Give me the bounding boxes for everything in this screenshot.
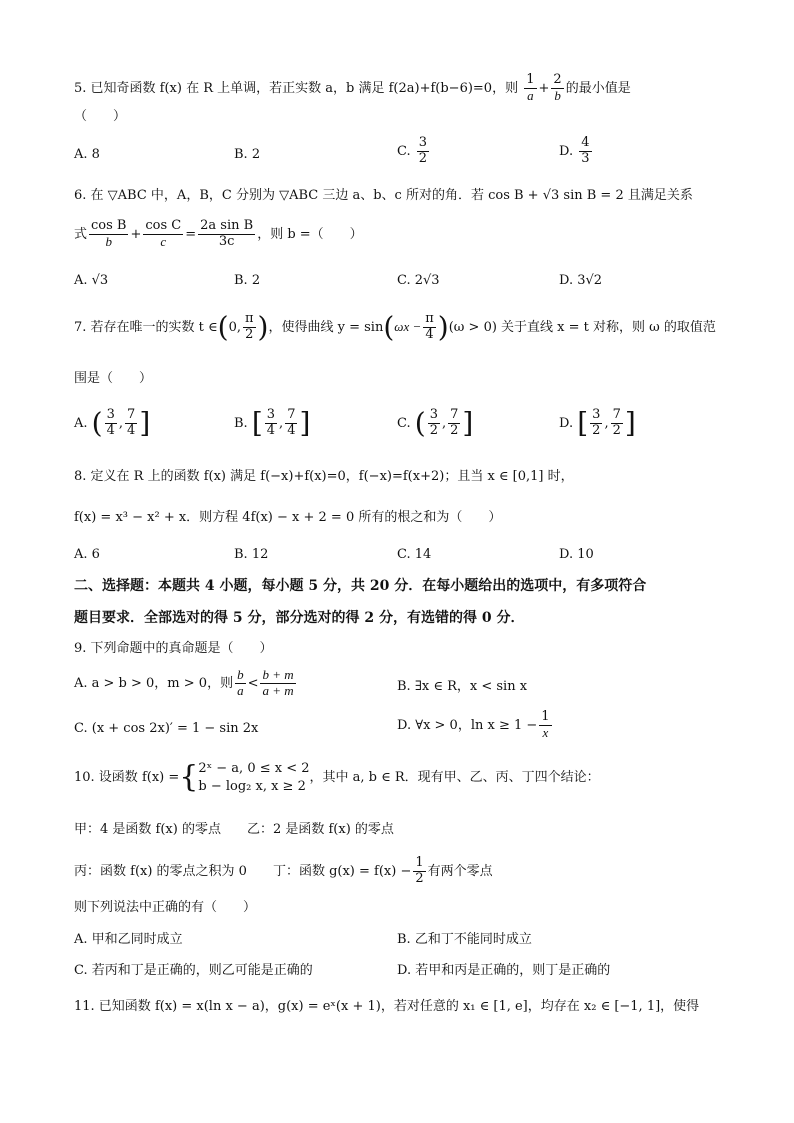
- q8-line-1: 8. 定义在 R 上的函数 f(x) 满足 f(−x)+f(x)=0，f(−x)=f(x+2)；且当 x ∈ [0,1] 时，: [74, 469, 574, 484]
- q10-ask: 则下列说法中正确的有（ ）: [74, 900, 257, 915]
- q9-option-a: A. a > b > 0，m > 0，则 $\frac{b}{a}$ < $\frac{b + m}{a + m}$: [74, 667, 294, 698]
- section-2-heading-line-1: 二、选择题：本题共 4 小题，每小题 5 分，共 20 分．在每小题给出的选项中，有多项符合: [74, 578, 647, 594]
- q8-option-c: C. 14: [397, 547, 432, 562]
- q6-option-b: B. 2: [234, 273, 261, 288]
- q9-option-b: B. ∃x ∈ R，x < sin x: [397, 679, 528, 694]
- q10-jia-yi: 甲：4 是函数 f(x) 的零点 乙：2 是函数 f(x) 的零点: [74, 822, 394, 837]
- q9-stem: 9. 下列命题中的真命题是（ ）: [74, 641, 273, 656]
- q5-frac-2-over-b: $\frac{2}{b}$: [553, 72, 562, 103]
- q7-option-b: B. [ $\frac{3}{4}$ , $\frac{7}{4}$ ]: [234, 406, 311, 440]
- q10-option-c: C. 若丙和丁是正确的，则乙可能是正确的: [74, 963, 313, 978]
- q7-line-1: 7. 若存在唯一的实数 t ∈(0, $\frac{\pi}{2}$ )，使得曲线 y = sin(ωx − $\frac{\pi}{4}$ )(ω > 0) 关于直线 x = t 对称，则 ω 的取值范: [74, 310, 716, 344]
- q5-option-c: C. $\frac{3}{2}$: [397, 135, 428, 166]
- q11-line-1: 11. 已知函数 f(x) = x(ln x − a)，g(x) = eˣ(x + 1)，若对任意的 x₁ ∈ [1, e]，均存在 x₂ ∈ [−1, 1]，使得: [74, 999, 700, 1014]
- q10-bing-ding: 丙：函数 f(x) 的零点之积为 0 丁：函数 g(x) = f(x) − $\frac{1}{2}$ 有两个零点: [74, 855, 493, 886]
- q5-option-b: B. 2: [234, 147, 261, 162]
- q7-option-a: A. ( $\frac{3}{4}$ , $\frac{7}{4}$ ]: [74, 406, 151, 440]
- q7-option-d: D. [ $\frac{3}{2}$ , $\frac{7}{2}$ ]: [559, 406, 636, 440]
- q5-stem: 5. 已知奇函数 f(x) 在 R 上单调，若正实数 a，b 满足 f(2a)+f(b−6)=0，则 $\frac{1}{a}$ + $\frac{2}{b}$ 的最小值是: [74, 72, 631, 103]
- q8-option-d: D. 10: [559, 547, 594, 562]
- q6-line-1: 6. 在 ▽ABC 中，A，B，C 分别为 ▽ABC 三边 a、b、c 所对的角．若 cos B + √3 sin B = 2 且满足关系: [74, 188, 693, 203]
- section-2-heading-line-2: 题目要求．全部选对的得 5 分，部分选对的得 2 分，有选错的得 0 分．: [74, 610, 525, 626]
- q6-option-c: C. 2√3: [397, 273, 440, 288]
- q5-frac-1-over-a: $\frac{1}{a}$: [526, 72, 535, 103]
- q6-option-a: A. √3: [74, 273, 109, 288]
- q7-line-2: 围是（ ）: [74, 371, 153, 386]
- q9-option-d: D. ∀x > 0，ln x ≥ 1 − $\frac{1}{x}$: [397, 709, 550, 740]
- q9-option-c: C. (x + cos 2x)′ = 1 − sin 2x: [74, 721, 259, 736]
- q6-line-2: 式 $\frac{\text{cos B}}{b}$ + $\frac{\text{cos C}}{c}$ = $\frac{\text{2a sin B}}{3c}$ ，则 b =（ ）: [74, 218, 363, 249]
- q5-paren: （ ）: [74, 109, 127, 124]
- q8-option-b: B. 12: [234, 547, 269, 562]
- q5-option-d: D. $\frac{4}{3}$: [559, 135, 590, 166]
- q8-option-a: A. 6: [74, 547, 100, 562]
- q10-stem: 10. 设函数 f(x) ={ 2ˣ − a, 0 ≤ x < 2 b − log₂ x, x ≥ 2 ，其中 a, b ∈ R．现有甲、乙、丙、丁四个结论：: [74, 759, 600, 795]
- q8-line-2: f(x) = x³ − x² + x．则方程 4f(x) − x + 2 = 0 所有的根之和为（ ）: [74, 510, 502, 525]
- q7-option-c: C. ( $\frac{3}{2}$ , $\frac{7}{2}$ ]: [397, 406, 474, 440]
- q10-option-d: D. 若甲和丙是正确的，则丁是正确的: [397, 963, 611, 978]
- q10-option-b: B. 乙和丁不能同时成立: [397, 932, 532, 947]
- q10-option-a: A. 甲和乙同时成立: [74, 932, 183, 947]
- q5-option-a: A. 8: [74, 147, 100, 162]
- q6-option-d: D. 3√2: [559, 273, 603, 288]
